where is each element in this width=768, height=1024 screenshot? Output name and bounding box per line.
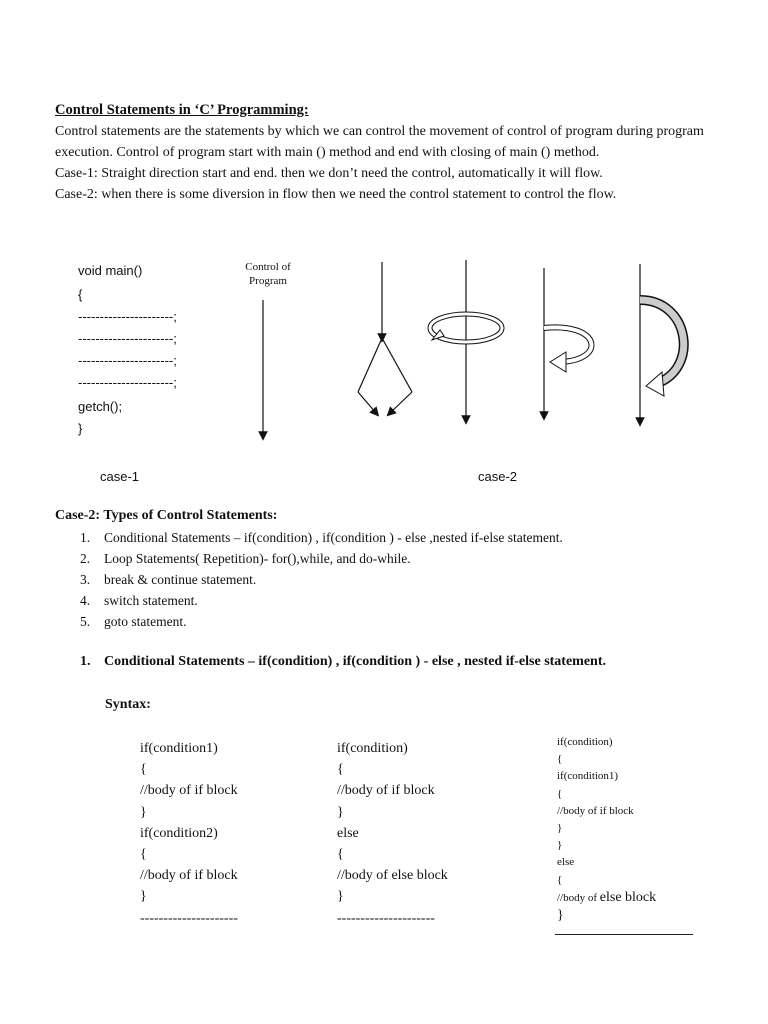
code-line: } [557,839,563,852]
list-item [80,569,563,590]
code-line-open: { [78,287,83,302]
types-list [80,527,563,632]
code-line: --------------------- [140,910,238,926]
code-line: } [557,822,563,835]
list-item-number: 3. [80,572,91,587]
loop-flow-icon [544,268,592,416]
code-line: { [337,762,344,778]
list-item-text: break & continue statement. [104,572,257,587]
page-title: Control Statements in ‘C’ Programming: [55,102,309,118]
code-line-getch: getch(); [78,399,123,414]
code-line: --------------------- [337,910,435,926]
code-line-close: } [78,421,83,436]
list-item [80,590,563,611]
code-line-dashes: ----------------------; [78,375,177,390]
branch-flow-icon [358,262,412,413]
code-line: { [337,847,344,863]
syntax-column-if-else [337,738,448,929]
case1-label: case-1 [100,469,140,484]
list-item [80,611,563,632]
code-line: if(condition) [557,736,613,748]
code-line: } [557,908,564,924]
control-label-2: Program [249,275,287,287]
code-line: //body of if block [140,868,238,884]
list-item-text: Conditional Statements – if(condition) , if(condition ) - else ,nested if-else statement. [104,530,563,545]
loop-flow-icon [430,260,502,420]
list-item-number: 1. [80,530,91,545]
list-item-text: goto statement. [104,614,187,629]
code-line-dashes: ----------------------; [78,331,177,346]
list-item-number: 4. [80,593,91,608]
code-line: if(condition1) [140,741,218,756]
list-item-text: Loop Statements( Repetition)- for(),while, and do-while. [104,551,411,566]
code-line: } [337,804,344,820]
list-item [80,548,563,569]
conditional-heading [80,654,606,670]
code-line: if(condition1) [557,770,619,783]
list-item-number: 5. [80,614,91,629]
code-line: { [557,753,563,766]
code-line: //body of if block [337,783,435,799]
code-line-main: void main() [78,263,143,278]
syntax-label: Syntax: [105,697,151,712]
section-heading-text: Conditional Statements – if(condition) , if(condition ) - else , nested if-else statement. [104,654,607,669]
code-text: else block [599,889,657,905]
section-number: 1. [80,654,91,669]
code-line: if(condition) [337,741,408,756]
code-line-dashes: ----------------------; [78,353,177,368]
control-label-1: Control of [245,261,291,273]
types-heading: Case-2: Types of Control Statements: [55,508,278,523]
loop-flow-icon [640,264,684,422]
code-line-dashes: ----------------------; [78,309,177,324]
list-item [80,527,563,548]
code-line: { [140,847,147,863]
code-line: else [337,825,359,841]
code-line: } [140,889,147,905]
code-line [557,889,656,907]
code-line: else [557,856,575,869]
code-line: //body of if block [140,783,238,799]
code-line: } [140,804,147,820]
case1-text: Case-1: Straight direction start and end. then we don’t need the control, automatically it will flow. [55,166,603,181]
code-line: { [557,873,563,886]
case2-label: case-2 [478,469,518,484]
list-item-text: switch statement. [104,593,198,608]
intro-text: Control statements are the statements by which we can control the movement of control of program during program execution. Control of program start with main () method and end with closing of main () method. [55,124,704,160]
code-line: { [140,762,147,778]
code-line: //body of else block [337,868,448,884]
code-text: //body of [557,891,600,904]
syntax-column-if-if [140,738,238,929]
case2-text: Case-2: when there is some diversion in flow then we need the control statement to control the flow. [55,187,617,202]
code-line: //body of if block [557,804,634,817]
syntax-column-nested [557,734,656,924]
divider [555,934,693,935]
code-line: { [557,787,563,800]
code-line: if(condition2) [140,825,218,841]
list-item-number: 2. [80,551,91,566]
code-line: } [337,889,344,905]
